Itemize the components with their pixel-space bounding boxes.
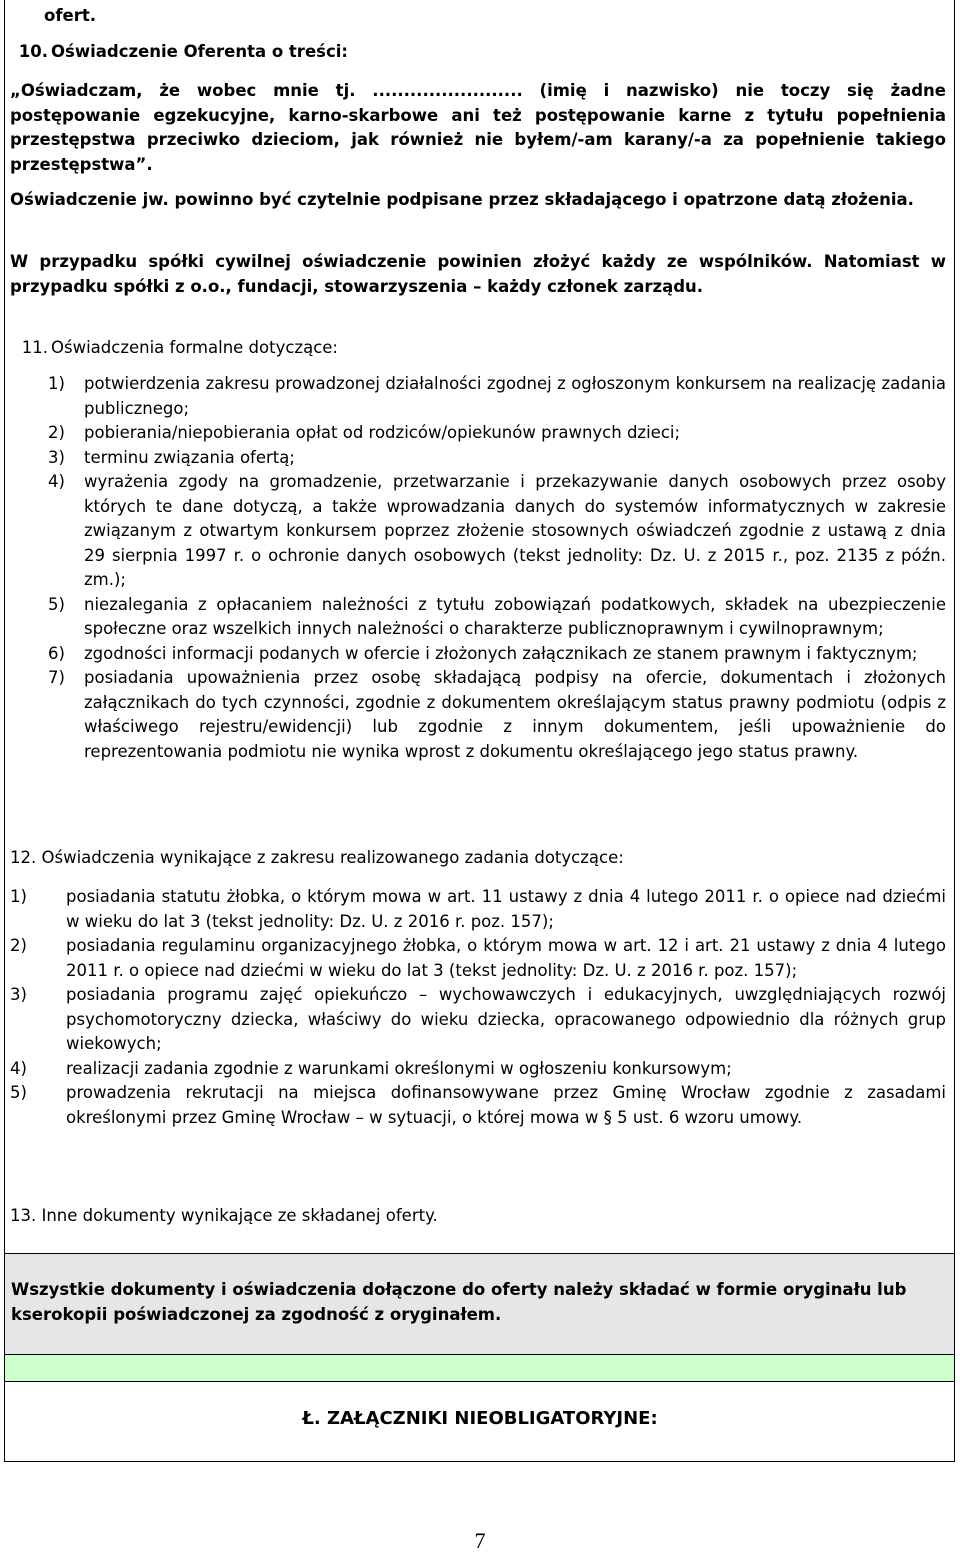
list-item: 4) realizacji zadania zgodnie z warunkami określonymi w ogłoszeniu konkursowym;: [10, 1058, 732, 1078]
signature-note: Oświadczenie jw. powinno być czytelnie podpisane przez składającego i opatrzone datą złożenia.: [10, 190, 914, 209]
declaration-quote: „Oświadczam, że wobec mnie tj. ........................ (imię i nazwisko) nie toczy się żadne postępowanie egzekucyjne, karno-skarbowe ani też postępowanie karne z tytułu popełnienia przestępstwa przeciwko dzieciom, jak również nie byłem/-am karany/-a za popełnienie takiego przestępstwa”.: [10, 81, 946, 174]
list-item: 4) wyrażenia zgody na gromadzenie, przetwarzanie i przekazywanie danych osobowych przez osoby których te dane dotyczą, a także wprowadzania danych do systemów informatycznych w zakresie związanym z otwartym konkursem poprzez złożenie stosownych oświadczeń zgodnie z ustawą z dnia 29 sierpnia 1997 r. o ochronie danych osobowych (tekst jednolity: Dz. U. z 2015 r., poz. 2135 z późn. zm.);: [48, 472, 946, 589]
shaded-note-box: [5, 1253, 954, 1354]
task-statements-list: [10, 885, 946, 1130]
list-item: 3) posiadania programu zajęć opiekuńczo – wychowawczych i edukacyjnych, uwzględniających rozwój psychomotoryczny dziecka, właściwy do wieku dziecka, opracowanego odpowiednio dla różnych grup wiekowych;: [10, 985, 946, 1053]
section-title: Oświadczenie Oferenta o treści:: [51, 42, 348, 61]
list-item: 6) zgodności informacji podanych w ofercie i złożonych załącznikach ze stanem prawnym i faktycznym;: [48, 643, 918, 663]
green-separator-row: [5, 1354, 954, 1382]
section-title: Oświadczenia formalne dotyczące:: [51, 338, 338, 357]
list-item: 1) posiadania statutu żłobka, o którym mowa w art. 11 ustawy z dnia 4 lutego 2011 r. o opiece nad dziećmi w wieku do lat 3 (tekst jednolity: Dz. U. z 2016 r. poz. 157);: [10, 887, 946, 931]
section-11-heading: [10, 338, 946, 357]
list-item: 2) pobierania/niepobierania opłat od rodziców/opiekunów prawnych dzieci;: [48, 423, 681, 442]
list-item: 3) terminu związania ofertą;: [48, 447, 295, 467]
list-item: 5) niezalegania z opłacaniem należności z tytułu zobowiązań podatkowych, składek na ubezpieczenie społeczne oraz wszelkich innych należności o charakterze publicznoprawnym i cywilnoprawnym;: [48, 594, 946, 638]
partnership-note: W przypadku spółki cywilnej oświadczenie powinien złożyć każdy ze wspólników. Natomiast w przypadku spółki z o.o., fundacji, stowarzyszenia – każdy członek zarządu.: [10, 252, 946, 296]
list-item: 2) posiadania regulaminu organizacyjnego żłobka, o którym mowa w art. 12 i art. 21 ustawy z dnia 4 lutego 2011 r. o opiece nad dziećmi w wieku do lat 3 (tekst jednolity: Dz. U. z 2016 r. poz. 157);: [10, 936, 946, 980]
continuation-line: ofert.: [44, 6, 96, 25]
section-13-line: 13. Inne dokumenty wynikające ze składanej oferty.: [10, 1206, 438, 1225]
section-number: 10.: [18, 42, 48, 61]
list-item: 5) prowadzenia rekrutacji na miejsca dofinansowywane przez Gminę Wrocław zgodnie z zasadami określonymi przez Gminę Wrocław – w sytuacji, o której mowa w § 5 ust. 6 wzoru umowy.: [10, 1083, 946, 1127]
attachments-heading: Ł. ZAŁĄCZNIKI NIEOBLIGATORYJNE:: [302, 1408, 658, 1429]
section-10-heading: [10, 42, 946, 61]
page-number: 7: [474, 1528, 486, 1553]
formal-statements-list: [48, 372, 946, 764]
list-item: 1) potwierdzenia zakresu prowadzonej działalności zgodnej z ogłoszonym konkursem na realizację zadania publicznego;: [48, 374, 946, 418]
section-12-heading: 12. Oświadczenia wynikające z zakresu realizowanego zadania dotyczące:: [10, 848, 624, 867]
shaded-note-text: Wszystkie dokumenty i oświadczenia dołączone do oferty należy składać w formie oryginału lub kserokopii poświadczonej za zgodność z oryginałem.: [11, 1280, 907, 1324]
list-item: 7) posiadania upoważnienia przez osobę składającą podpisy na ofercie, dokumentach i złożonych załącznikach do tych czynności, zgodnie z dokumentem określającym status prawny podmiotu (odpis z właściwego rejestru/ewidencji) lub zgodnie z innym dokumentem, jeśli upoważnienie do reprezentowania podmiotu nie wynika wprost z dokumentu określającego jego status prawny.: [48, 668, 946, 761]
section-number: 11.: [21, 338, 48, 357]
